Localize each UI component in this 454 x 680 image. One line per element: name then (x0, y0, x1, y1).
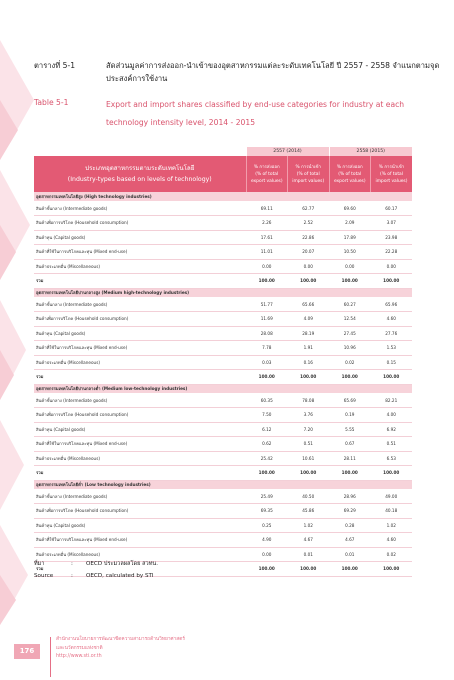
cell-value: 7.78 (246, 341, 288, 356)
col-header-line: import values) (375, 178, 408, 184)
cell-value: 17.89 (329, 230, 371, 245)
year-2015-header: 2558 (2015) (329, 147, 412, 156)
cell-value: 4.60 (371, 533, 413, 548)
cell-value: 0.02 (329, 355, 371, 370)
col-header-line: import values) (292, 178, 325, 184)
cell-value: 0.00 (371, 259, 413, 274)
table-row (34, 201, 412, 216)
table-row (34, 408, 412, 423)
cell-value: 69.35 (246, 504, 288, 519)
total-row (34, 466, 412, 481)
cell-value: 28.08 (246, 326, 288, 341)
cell-value: 51.77 (246, 297, 288, 312)
table-row (34, 355, 412, 370)
row-label: รวม (34, 562, 246, 577)
source-english-text: OECD, calculated by STI (86, 573, 154, 579)
export-import-table (34, 147, 412, 577)
cell-value: 60.17 (371, 201, 413, 216)
cell-value: 0.01 (288, 547, 330, 562)
table-row (34, 533, 412, 548)
cell-value: 65.69 (329, 393, 371, 408)
cell-value: 0.28 (329, 518, 371, 533)
table-row (34, 504, 412, 519)
cell-value: 0.01 (329, 547, 371, 562)
cell-value: 1.53 (371, 341, 413, 356)
col-header-line: (% of total (296, 171, 320, 177)
source-colon: : (71, 573, 73, 579)
cell-value: 69.29 (329, 504, 371, 519)
row-label: รวม (34, 370, 246, 385)
footer-divider (50, 637, 51, 677)
cell-value: 6.92 (371, 422, 413, 437)
cell-value: 0.15 (371, 355, 413, 370)
cell-value: 0.00 (246, 259, 288, 274)
col-header-line: % การส่งออก (336, 164, 363, 170)
footer-url[interactable]: http://www.sti.or.th (56, 654, 102, 659)
cell-value: 40.18 (371, 504, 413, 519)
col-header-line: % การนำเข้า (295, 164, 321, 170)
total-row (34, 274, 412, 289)
cell-value: 2.09 (329, 216, 371, 231)
row-label: สินค้าที่ใช้ในการบริโภคและทุน (Mixed end-use) (34, 533, 246, 548)
page-number: 176 (14, 644, 40, 659)
cell-value: 25.42 (246, 451, 288, 466)
cell-value: 3.76 (288, 408, 330, 423)
thai-table-number: ตารางที่ 5-1 (34, 61, 76, 70)
industry-type-header (34, 156, 246, 192)
table-row (34, 259, 412, 274)
cell-value: 4.60 (371, 312, 413, 327)
cell-value: 60.35 (246, 393, 288, 408)
section-title: อุตสาหกรรมเทคโนโลยีปานกลางต่ำ (Medium low-technology industries) (34, 384, 412, 393)
row-label: สินค้าประเภทอื่น (Miscellaneous) (34, 547, 246, 562)
cell-value: 100.00 (329, 562, 371, 577)
cell-value: 6.53 (371, 451, 413, 466)
table-row (34, 437, 412, 452)
col-header-line: (% of total (338, 171, 362, 177)
cell-value: 0.51 (288, 437, 330, 452)
cell-value: 100.00 (246, 274, 288, 289)
cell-value: 23.98 (371, 230, 413, 245)
footer-organization (56, 636, 185, 662)
row-label: สินค้าเพื่อการบริโภค (Household consumption) (34, 504, 246, 519)
cell-value: 62.77 (288, 201, 330, 216)
source-thai-key: ที่มา (34, 561, 45, 567)
cell-value: 22.28 (371, 245, 413, 260)
row-label: รวม (34, 274, 246, 289)
table-row (34, 230, 412, 245)
cell-value: 100.00 (371, 370, 413, 385)
section-header-row (34, 192, 412, 201)
cell-value: 11.01 (246, 245, 288, 260)
cell-value: 100.00 (371, 274, 413, 289)
cell-value: 1.02 (288, 518, 330, 533)
import-share-2014-header (288, 156, 330, 192)
row-label: รวม (34, 466, 246, 481)
row-label: สินค้าขั้นกลาง (Intermediate goods) (34, 297, 246, 312)
row-label: สินค้าที่ใช้ในการบริโภคและทุน (Mixed end-use) (34, 245, 246, 260)
cell-value: 100.00 (371, 562, 413, 577)
cell-value: 0.62 (246, 437, 288, 452)
table-row (34, 518, 412, 533)
section-header-row (34, 288, 412, 297)
cell-value: 7.20 (288, 422, 330, 437)
cell-value: 11.69 (246, 312, 288, 327)
row-label: สินค้าประเภทอื่น (Miscellaneous) (34, 259, 246, 274)
cell-value: 0.02 (371, 547, 413, 562)
cell-value: 4.67 (288, 533, 330, 548)
table-body (34, 192, 412, 576)
row-label: สินค้าขั้นกลาง (Intermediate goods) (34, 489, 246, 504)
year-header-row (34, 147, 412, 156)
cell-value: 1.02 (371, 518, 413, 533)
import-share-2015-header (371, 156, 413, 192)
page-footer (0, 632, 454, 680)
table-row (34, 341, 412, 356)
col-header-line: % การนำเข้า (378, 164, 405, 170)
cell-value: 4.90 (246, 533, 288, 548)
cell-value: 0.25 (246, 518, 288, 533)
table-row (34, 422, 412, 437)
row-label: สินค้าขั้นกลาง (Intermediate goods) (34, 201, 246, 216)
row-label: สินค้าที่ใช้ในการบริโภคและทุน (Mixed end-use) (34, 341, 246, 356)
cell-value: 65.96 (371, 297, 413, 312)
english-table-title: Export and import shares classified by end-use categories for industry at each technology intensity level, 2014 - 2015 (106, 100, 405, 127)
cell-value: 45.86 (288, 504, 330, 519)
cell-value: 3.07 (371, 216, 413, 231)
col-header-line: (% of total (255, 171, 279, 177)
cell-value: 0.03 (246, 355, 288, 370)
cell-value: 10.50 (329, 245, 371, 260)
cell-value: 0.00 (288, 259, 330, 274)
cell-value: 28.11 (329, 451, 371, 466)
table-row (34, 451, 412, 466)
footer-org-line-2: และนวัตกรรมแห่งชาติ (56, 645, 103, 651)
cell-value: 100.00 (329, 466, 371, 481)
source-thai-text: OECD ประมวลผลโดย สวทน. (86, 561, 158, 567)
cell-value: 100.00 (288, 562, 330, 577)
row-label: สินค้าทุน (Capital goods) (34, 326, 246, 341)
footer-org-line-1: สำนักงานนโยบายการพัฒนาขีดความสามารถด้านวิทยาศาสตร์ (56, 637, 185, 642)
cell-value: 2.26 (246, 216, 288, 231)
year-2014-header: 2557 (2014) (246, 147, 329, 156)
cell-value: 100.00 (288, 466, 330, 481)
english-table-number: Table 5-1 (34, 98, 69, 107)
row-label: สินค้าประเภทอื่น (Miscellaneous) (34, 451, 246, 466)
cell-value: 0.16 (288, 355, 330, 370)
industry-type-header-th: ประเภทอุตสาหกรรมตามระดับเทคโนโลยี (85, 165, 195, 172)
export-share-2015-header (329, 156, 371, 192)
cell-value: 100.00 (371, 466, 413, 481)
cell-value: 25.49 (246, 489, 288, 504)
col-header-line: (% of total (380, 171, 403, 177)
cell-value: 6.12 (246, 422, 288, 437)
total-row (34, 370, 412, 385)
section-header-row (34, 480, 412, 489)
cell-value: 28.19 (288, 326, 330, 341)
row-label: สินค้าทุน (Capital goods) (34, 230, 246, 245)
row-label: สินค้าเพื่อการบริโภค (Household consumption) (34, 408, 246, 423)
cell-value: 82.21 (371, 393, 413, 408)
cell-value: 60.27 (329, 297, 371, 312)
table-row (34, 245, 412, 260)
row-label: สินค้าขั้นกลาง (Intermediate goods) (34, 393, 246, 408)
cell-value: 28.96 (329, 489, 371, 504)
table-row (34, 489, 412, 504)
cell-value: 10.96 (329, 341, 371, 356)
cell-value: 27.45 (329, 326, 371, 341)
cell-value: 100.00 (246, 466, 288, 481)
cell-value: 7.50 (246, 408, 288, 423)
thai-table-title: สัดส่วนมูลค่าการส่งออก-นำเข้าของอุตสาหกรรมแต่ละระดับเทคโนโลยี ปี 2557 - 2558 จำแนกตามจุดประสงค์การใช้งาน (106, 61, 440, 83)
source-english-key: Source (34, 573, 54, 579)
cell-value: 49.00 (371, 489, 413, 504)
cell-value: 27.76 (371, 326, 413, 341)
cell-value: 5.55 (329, 422, 371, 437)
col-header-line: export values) (333, 178, 366, 184)
cell-value: 17.61 (246, 230, 288, 245)
cell-value: 10.61 (288, 451, 330, 466)
cell-value: 22.86 (288, 230, 330, 245)
section-title: อุตสาหกรรมเทคโนโลยีปานกลางสูง (Medium high-technology industries) (34, 288, 412, 297)
cell-value: 0.67 (329, 437, 371, 452)
cell-value: 4.09 (288, 312, 330, 327)
industry-type-header-en: (Industry-types based on levels of technology) (67, 176, 212, 183)
cell-value: 4.67 (329, 533, 371, 548)
cell-value: 40.50 (288, 489, 330, 504)
cell-value: 0.00 (246, 547, 288, 562)
cell-value: 0.00 (329, 259, 371, 274)
cell-value: 1.91 (288, 341, 330, 356)
cell-value: 20.07 (288, 245, 330, 260)
cell-value: 12.54 (329, 312, 371, 327)
table-row (34, 393, 412, 408)
cell-value: 78.08 (288, 393, 330, 408)
source-colon: : (71, 561, 73, 567)
row-label: สินค้าที่ใช้ในการบริโภคและทุน (Mixed end-use) (34, 437, 246, 452)
cell-value: 100.00 (329, 370, 371, 385)
cell-value: 4.00 (371, 408, 413, 423)
row-label: สินค้าทุน (Capital goods) (34, 518, 246, 533)
table-row (34, 326, 412, 341)
table-row (34, 297, 412, 312)
cell-value: 0.19 (329, 408, 371, 423)
cell-value: 100.00 (329, 274, 371, 289)
row-label: สินค้าประเภทอื่น (Miscellaneous) (34, 355, 246, 370)
cell-value: 65.66 (288, 297, 330, 312)
section-title: อุตสาหกรรมเทคโนโลยีสูง (High technology industries) (34, 192, 412, 201)
cell-value: 100.00 (288, 370, 330, 385)
table-row (34, 216, 412, 231)
cell-value: 69.60 (329, 201, 371, 216)
col-header-line: % การส่งออก (253, 164, 280, 170)
cell-value: 100.00 (246, 562, 288, 577)
cell-value: 0.51 (371, 437, 413, 452)
row-label: สินค้าทุน (Capital goods) (34, 422, 246, 437)
cell-value: 100.00 (288, 274, 330, 289)
section-header-row (34, 384, 412, 393)
cell-value: 2.52 (288, 216, 330, 231)
row-label: สินค้าเพื่อการบริโภค (Household consumption) (34, 312, 246, 327)
cell-value: 100.00 (246, 370, 288, 385)
export-share-2014-header (246, 156, 288, 192)
col-header-line: export values) (250, 178, 283, 184)
row-label: สินค้าเพื่อการบริโภค (Household consumption) (34, 216, 246, 231)
cell-value: 69.11 (246, 201, 288, 216)
table-row (34, 312, 412, 327)
section-title: อุตสาหกรรมเทคโนโลยีต่ำ (Low technology industries) (34, 480, 412, 489)
column-header-row (34, 156, 412, 192)
